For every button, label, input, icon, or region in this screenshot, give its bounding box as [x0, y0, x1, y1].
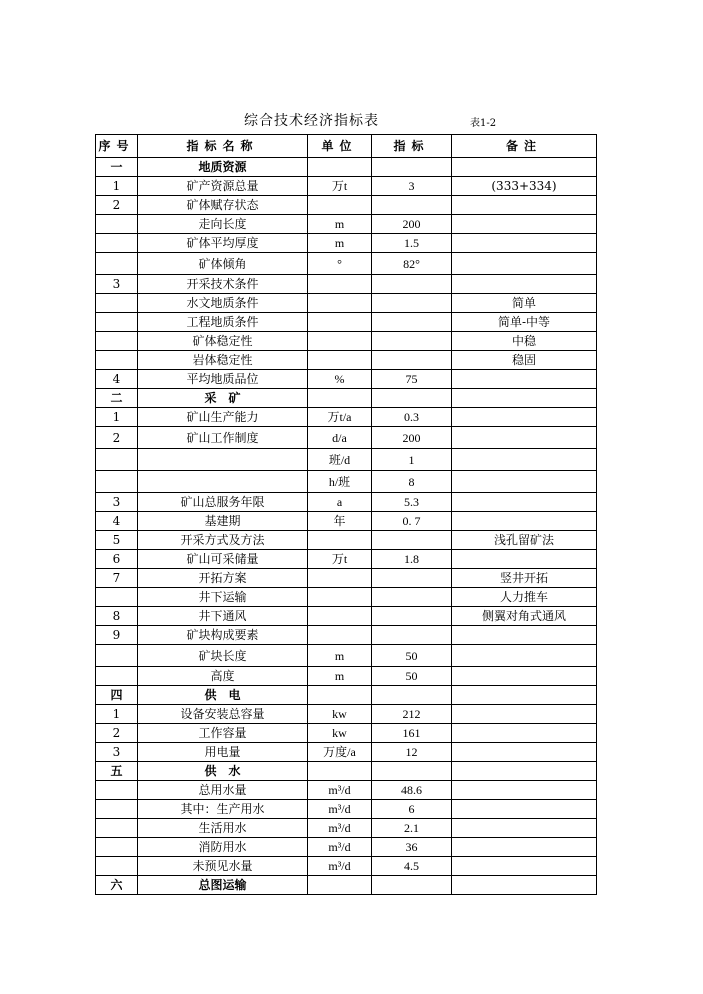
cell-note — [452, 800, 597, 819]
table-body — [96, 135, 597, 895]
section-row — [96, 686, 597, 705]
cell-name: 基建期 — [138, 512, 308, 531]
cell-note — [452, 158, 597, 177]
cell-unit — [308, 275, 372, 294]
cell-value: 50 — [372, 645, 452, 667]
cell-value: 36 — [372, 838, 452, 857]
cell-seq: 6 — [96, 550, 138, 569]
cell-note: 中稳 — [452, 332, 597, 351]
table-row — [96, 332, 597, 351]
cell-name: 工作容量 — [138, 724, 308, 743]
cell-note — [452, 705, 597, 724]
cell-value: 4.5 — [372, 857, 452, 876]
cell-name: 井下通风 — [138, 607, 308, 626]
cell-note: 简单-中等 — [452, 313, 597, 332]
cell-unit: ° — [308, 253, 372, 275]
cell-name: 矿块长度 — [138, 645, 308, 667]
cell-name: 矿体倾角 — [138, 253, 308, 275]
cell-value — [372, 196, 452, 215]
cell-value — [372, 332, 452, 351]
cell-seq: 六 — [96, 876, 138, 895]
cell-name: 水文地质条件 — [138, 294, 308, 313]
cell-unit — [308, 332, 372, 351]
cell-value: 5.3 — [372, 493, 452, 512]
cell-unit: d/a — [308, 427, 372, 449]
cell-value: 12 — [372, 743, 452, 762]
table-row — [96, 550, 597, 569]
cell-seq: 7 — [96, 569, 138, 588]
cell-name: 消防用水 — [138, 838, 308, 857]
cell-unit: m³/d — [308, 800, 372, 819]
section-row — [96, 876, 597, 895]
cell-name: 供 电 — [138, 686, 308, 705]
table-row — [96, 531, 597, 550]
cell-name: 矿产资源总量 — [138, 177, 308, 196]
cell-note — [452, 370, 597, 389]
cell-seq — [96, 819, 138, 838]
cell-note — [452, 550, 597, 569]
cell-name: 开采方式及方法 — [138, 531, 308, 550]
cell-seq: 五 — [96, 762, 138, 781]
cell-name: 矿体赋存状态 — [138, 196, 308, 215]
cell-value — [372, 569, 452, 588]
cell-value — [372, 531, 452, 550]
cell-unit — [308, 158, 372, 177]
cell-unit: m — [308, 234, 372, 253]
cell-name: 平均地质品位 — [138, 370, 308, 389]
cell-seq: 四 — [96, 686, 138, 705]
cell-value: 1.8 — [372, 550, 452, 569]
table-row — [96, 800, 597, 819]
cell-unit — [308, 686, 372, 705]
cell-seq — [96, 234, 138, 253]
cell-note: 浅孔留矿法 — [452, 531, 597, 550]
cell-name: 矿山工作制度 — [138, 427, 308, 449]
cell-name: 矿山生产能力 — [138, 408, 308, 427]
table-row — [96, 234, 597, 253]
cell-note: (333+334) — [452, 177, 597, 196]
cell-name: 总图运输 — [138, 876, 308, 895]
cell-unit: m — [308, 645, 372, 667]
cell-name — [138, 471, 308, 493]
cell-name: 开拓方案 — [138, 569, 308, 588]
cell-value — [372, 626, 452, 645]
section-row — [96, 158, 597, 177]
cell-unit: 班/d — [308, 449, 372, 471]
table-row — [96, 253, 597, 275]
cell-unit: m³/d — [308, 857, 372, 876]
header-unit: 单位 — [308, 135, 372, 158]
cell-seq: 1 — [96, 705, 138, 724]
cell-name: 设备安装总容量 — [138, 705, 308, 724]
cell-seq: 3 — [96, 493, 138, 512]
cell-name — [138, 449, 308, 471]
cell-name: 矿体平均厚度 — [138, 234, 308, 253]
cell-value: 82° — [372, 253, 452, 275]
table-row — [96, 275, 597, 294]
cell-value: 161 — [372, 724, 452, 743]
cell-unit: kw — [308, 724, 372, 743]
cell-value: 212 — [372, 705, 452, 724]
cell-note — [452, 781, 597, 800]
table-row — [96, 427, 597, 449]
cell-seq: 8 — [96, 607, 138, 626]
cell-note — [452, 645, 597, 667]
cell-value — [372, 607, 452, 626]
cell-unit — [308, 588, 372, 607]
cell-note — [452, 724, 597, 743]
cell-name: 地质资源 — [138, 158, 308, 177]
cell-seq — [96, 588, 138, 607]
cell-seq: 5 — [96, 531, 138, 550]
cell-name: 开采技术条件 — [138, 275, 308, 294]
section-row — [96, 389, 597, 408]
cell-note — [452, 196, 597, 215]
table-row — [96, 838, 597, 857]
table-row — [96, 705, 597, 724]
cell-value: 200 — [372, 215, 452, 234]
cell-value — [372, 762, 452, 781]
cell-unit — [308, 531, 372, 550]
cell-unit: m³/d — [308, 781, 372, 800]
indicator-table — [95, 134, 597, 895]
cell-name: 其中：生产用水 — [138, 800, 308, 819]
table-row — [96, 196, 597, 215]
cell-seq — [96, 471, 138, 493]
cell-value: 75 — [372, 370, 452, 389]
cell-unit: 万t — [308, 177, 372, 196]
cell-name: 井下运输 — [138, 588, 308, 607]
table-row — [96, 781, 597, 800]
table-row — [96, 512, 597, 531]
cell-value — [372, 294, 452, 313]
cell-value — [372, 313, 452, 332]
cell-value: 3 — [372, 177, 452, 196]
cell-seq — [96, 800, 138, 819]
cell-value — [372, 686, 452, 705]
cell-unit: m — [308, 667, 372, 686]
cell-note — [452, 819, 597, 838]
cell-name: 走向长度 — [138, 215, 308, 234]
cell-name: 未预见水量 — [138, 857, 308, 876]
cell-unit — [308, 351, 372, 370]
cell-seq — [96, 332, 138, 351]
cell-unit: kw — [308, 705, 372, 724]
cell-note: 侧翼对角式通风 — [452, 607, 597, 626]
cell-seq — [96, 215, 138, 234]
cell-value: 200 — [372, 427, 452, 449]
table-row — [96, 626, 597, 645]
cell-note: 竖井开拓 — [452, 569, 597, 588]
cell-note — [452, 667, 597, 686]
cell-name: 矿山可采储量 — [138, 550, 308, 569]
cell-seq — [96, 857, 138, 876]
cell-note — [452, 253, 597, 275]
cell-value — [372, 389, 452, 408]
cell-seq: 2 — [96, 427, 138, 449]
cell-unit — [308, 607, 372, 626]
cell-name: 矿山总服务年限 — [138, 493, 308, 512]
cell-value: 50 — [372, 667, 452, 686]
cell-value: 2.1 — [372, 819, 452, 838]
table-row — [96, 724, 597, 743]
cell-value: 0.3 — [372, 408, 452, 427]
cell-value: 0. 7 — [372, 512, 452, 531]
cell-unit: m — [308, 215, 372, 234]
cell-seq: 4 — [96, 512, 138, 531]
cell-unit: m³/d — [308, 819, 372, 838]
cell-value: 8 — [372, 471, 452, 493]
cell-unit: % — [308, 370, 372, 389]
cell-note — [452, 762, 597, 781]
section-row — [96, 762, 597, 781]
cell-name: 矿体稳定性 — [138, 332, 308, 351]
table-row — [96, 351, 597, 370]
cell-value: 48.6 — [372, 781, 452, 800]
cell-note — [452, 471, 597, 493]
table-row — [96, 645, 597, 667]
table-row — [96, 294, 597, 313]
cell-seq: 1 — [96, 408, 138, 427]
cell-note — [452, 427, 597, 449]
cell-unit: a — [308, 493, 372, 512]
cell-seq — [96, 667, 138, 686]
cell-seq: 3 — [96, 743, 138, 762]
table-row — [96, 471, 597, 493]
table-row — [96, 177, 597, 196]
table-row — [96, 493, 597, 512]
header-indicator-name: 指标名称 — [138, 135, 308, 158]
cell-value — [372, 588, 452, 607]
cell-unit: m³/d — [308, 838, 372, 857]
cell-seq — [96, 645, 138, 667]
cell-seq: 9 — [96, 626, 138, 645]
cell-unit — [308, 876, 372, 895]
cell-note — [452, 876, 597, 895]
document-title: 综合技术经济指标表 — [244, 113, 379, 129]
cell-seq — [96, 253, 138, 275]
cell-note — [452, 838, 597, 857]
cell-name: 矿块构成要素 — [138, 626, 308, 645]
cell-note — [452, 857, 597, 876]
cell-seq — [96, 351, 138, 370]
cell-seq — [96, 781, 138, 800]
cell-unit: 万t/a — [308, 408, 372, 427]
cell-name: 采 矿 — [138, 389, 308, 408]
cell-note — [452, 275, 597, 294]
table-row — [96, 607, 597, 626]
table-row — [96, 408, 597, 427]
cell-value — [372, 275, 452, 294]
cell-name: 岩体稳定性 — [138, 351, 308, 370]
cell-note — [452, 743, 597, 762]
table-row — [96, 370, 597, 389]
table-row — [96, 588, 597, 607]
cell-unit — [308, 626, 372, 645]
cell-seq — [96, 449, 138, 471]
cell-seq: 一 — [96, 158, 138, 177]
cell-seq: 二 — [96, 389, 138, 408]
cell-name: 供 水 — [138, 762, 308, 781]
cell-value — [372, 158, 452, 177]
cell-seq — [96, 838, 138, 857]
table-row — [96, 743, 597, 762]
cell-note — [452, 408, 597, 427]
table-row — [96, 569, 597, 588]
table-row — [96, 667, 597, 686]
cell-value: 1.5 — [372, 234, 452, 253]
cell-note — [452, 512, 597, 531]
cell-seq: 2 — [96, 724, 138, 743]
table-row — [96, 313, 597, 332]
table-row — [96, 819, 597, 838]
cell-unit: 年 — [308, 512, 372, 531]
cell-seq: 1 — [96, 177, 138, 196]
table-header-row — [96, 135, 597, 158]
table-row — [96, 449, 597, 471]
cell-seq: 4 — [96, 370, 138, 389]
cell-unit — [308, 196, 372, 215]
cell-unit: 万t — [308, 550, 372, 569]
cell-value — [372, 876, 452, 895]
cell-unit — [308, 762, 372, 781]
cell-unit — [308, 569, 372, 588]
cell-unit — [308, 389, 372, 408]
table-number: 表1-2 — [470, 118, 497, 129]
cell-note — [452, 493, 597, 512]
cell-note — [452, 449, 597, 471]
header-remarks: 备注 — [452, 135, 597, 158]
cell-unit — [308, 294, 372, 313]
cell-name: 用电量 — [138, 743, 308, 762]
cell-value — [372, 351, 452, 370]
cell-seq: 2 — [96, 196, 138, 215]
cell-note: 稳固 — [452, 351, 597, 370]
cell-note: 简单 — [452, 294, 597, 313]
header-seq: 序号 — [96, 135, 138, 158]
table-row — [96, 857, 597, 876]
cell-note — [452, 686, 597, 705]
cell-name: 总用水量 — [138, 781, 308, 800]
table-row — [96, 215, 597, 234]
cell-name: 生活用水 — [138, 819, 308, 838]
cell-unit: h/班 — [308, 471, 372, 493]
cell-name: 高度 — [138, 667, 308, 686]
header-indicator: 指标 — [372, 135, 452, 158]
cell-seq: 3 — [96, 275, 138, 294]
cell-seq — [96, 294, 138, 313]
cell-note — [452, 215, 597, 234]
cell-value: 6 — [372, 800, 452, 819]
cell-value: 1 — [372, 449, 452, 471]
cell-unit: 万度/a — [308, 743, 372, 762]
cell-note — [452, 389, 597, 408]
cell-note — [452, 626, 597, 645]
cell-note — [452, 234, 597, 253]
cell-unit — [308, 313, 372, 332]
cell-name: 工程地质条件 — [138, 313, 308, 332]
cell-note: 人力推车 — [452, 588, 597, 607]
cell-seq — [96, 313, 138, 332]
